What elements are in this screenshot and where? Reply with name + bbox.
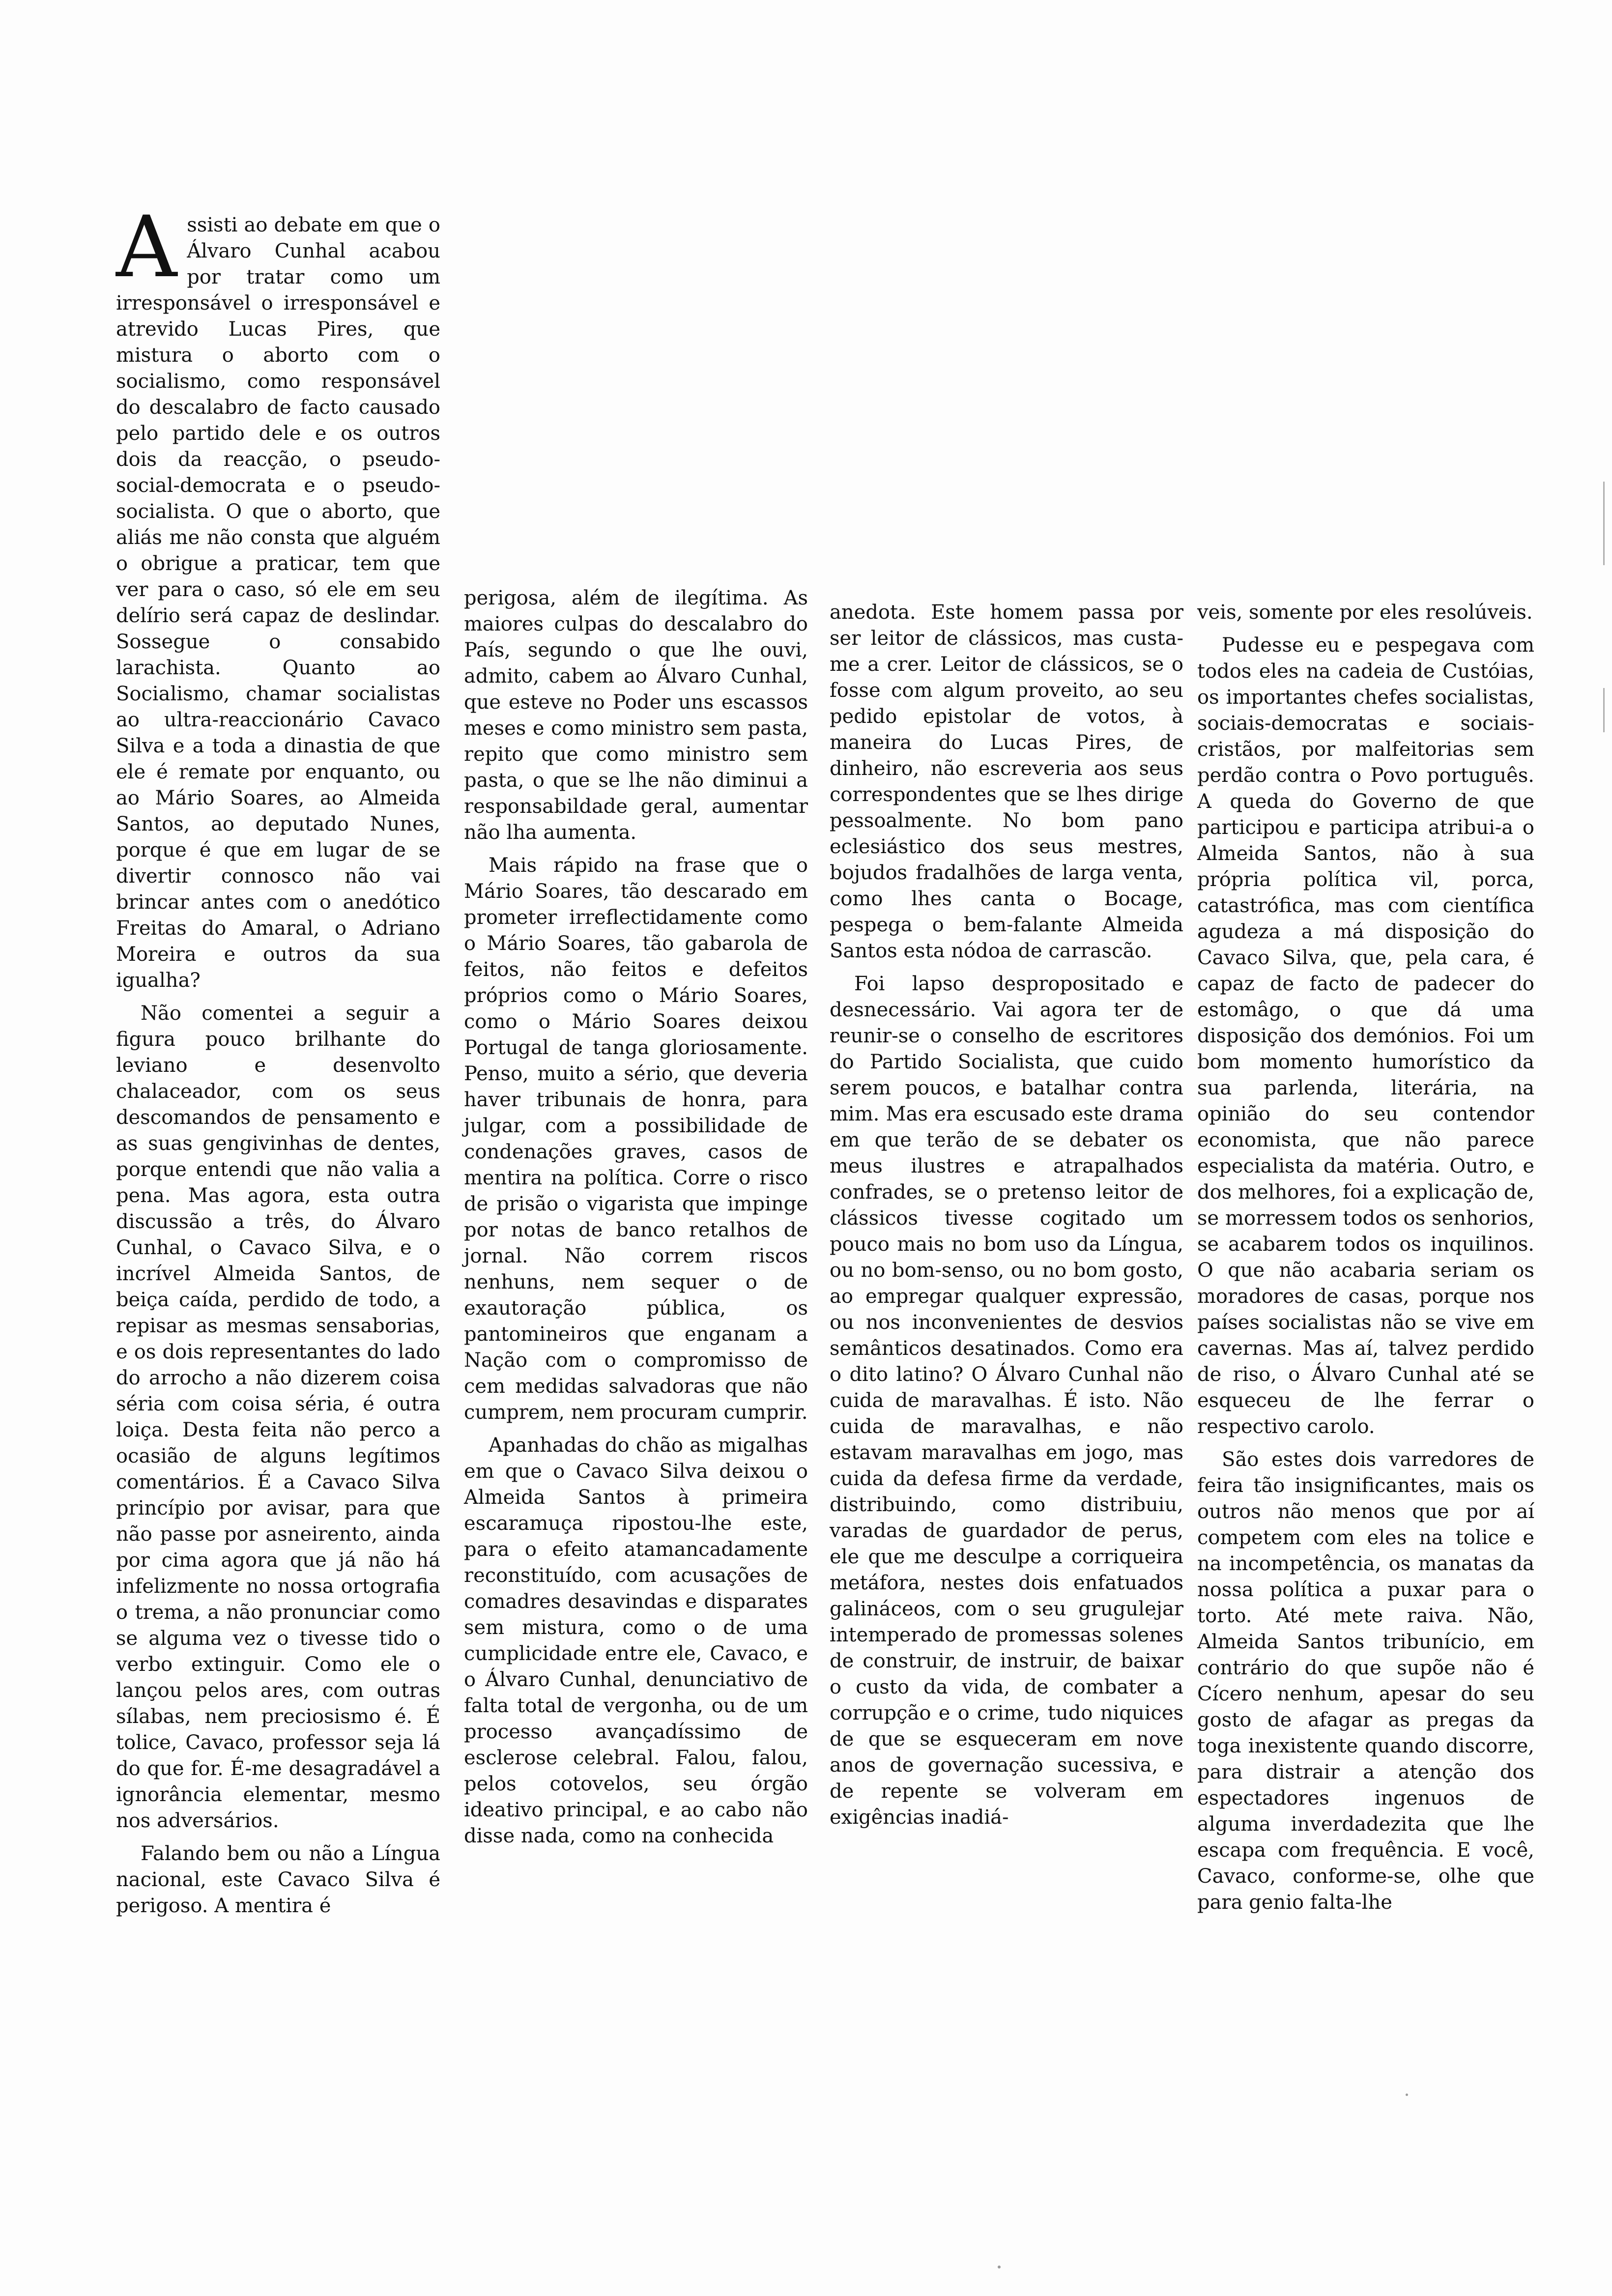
paragraph: São estes dois varredores de feira tão insignificantes, mais os outros não menos que por aí competem com eles na tolice e na incompetência, os manatas da nossa política a puxar para o torto. Até mete raiva. Não, Almeida Santos tribunício, em contrário do que supõe não é Cícero nenhum, apesar do seu gosto de afagar as pregas da toga inexistente quando discorre, para distrair a atenção dos espectadores ingenuos de alguma inverdadezita que lhe escapa com frequência. E você, Cavaco, conforme-se, olhe que para genio falta-lhe xyxy=(1197,1448,1534,1914)
paragraph xyxy=(116,198,440,994)
paragraph: Falando bem ou não a Língua nacional, este Cavaco Silva é perigoso. A mentira é xyxy=(116,1842,440,1917)
column-3 xyxy=(830,600,1183,1837)
paragraph-text: ssisti ao debate em que o Álvaro Cunhal acabou por tratar como um irresponsável o irresponsável e atrevido Lucas Pires, que mistura o aborto com o socialismo, como responsável do descalabro de facto causado pelo partido dele e os outros dois da reacção, o pseudo-social-democrata e o pseudo-socialista. O que o aborto, que aliás me não consta que alguém o obrigue a praticar, tem que ver para o caso, só ele em seu delírio será capaz de deslindar. Sossegue o consabido larachista. Quanto ao Socialismo, chamar socialistas ao ultra-reaccionário Cavaco Silva e a toda a dinastia de que ele é remate por enquanto, ou ao Mário Soares, ao Almeida Santos, ao deputado Nunes, porque é que em lugar de se divertir connosco não vai brincar antes com o anedótico Freitas do Amaral, o Adriano Moreira e outros da sua igualha? xyxy=(116,214,440,992)
paragraph: perigosa, além de ilegítima. As maiores culpas do descalabro do País, segundo o que lhe ouvi, admito, cabem ao Álvaro Cunhal, que esteve no Poder uns escassos meses e como ministro sem pasta, repito que como ministro sem pasta, o que se lhe não diminui a responsabildade geral, aumentar não lha aumenta. xyxy=(464,587,808,844)
paragraph: veis, somente por eles resolúveis. xyxy=(1197,601,1533,624)
column-2 xyxy=(464,585,808,1856)
drop-cap: A xyxy=(116,198,177,296)
scan-speck xyxy=(998,2266,1001,2268)
scan-edge-mark xyxy=(1603,482,1605,565)
column-1 xyxy=(116,198,440,1926)
column-4 xyxy=(1197,600,1534,1923)
paragraph: Apanhadas do chão as migalhas em que o Cavaco Silva deixou o Almeida Santos à primeira escaramuça ripostou-lhe este, para o efeito atamancadamente reconstituído, com acusações de comadres desavindas e disparates sem mistura, como o de uma cumplicidade entre ele, Cavaco, e o Álvaro Cunhal, denunciativo de falta total de vergonha, ou de um processo avançadíssimo de esclerose celebral. Falou, falou, pelos cotovelos, seu órgão ideativo principal, e ao cabo não disse nada, como na conhecida xyxy=(464,1434,808,1847)
scan-edge-mark xyxy=(1603,688,1605,732)
paragraph: Mais rápido na frase que o Mário Soares, tão descarado em prometer irreflectidamente como o Mário Soares, tão gabarola de feitos, não feitos e defeitos próprios como o Mário Soares, como o Mário Soares deixou Portugal de tanga gloriosamente. Penso, muito a sério, que deveria haver tribunais de honra, para julgar, com a possibilidade de condenações graves, casos de mentira na política. Corre o risco de prisão o vigarista que impinge por notas de banco retalhos de jornal. Não correm riscos nenhuns, nem sequer o de exautoração pública, os pantomineiros que enganam a Nação com o compromisso de cem medidas salvadoras que não cumprem, nem procuram cumprir. xyxy=(464,854,808,1424)
paragraph: anedota. Este homem passa por ser leitor de clássicos, mas custa-me a crer. Leitor de clássicos, se o fosse com algum proveito, ao seu pedido epistolar de votos, à maneira do Lucas Pires, de dinheiro, não escreveria aos seus correspondentes que se lhes dirige pessoalmente. No bom pano eclesiástico dos seus mestres, bojudos fradalhões de larga venta, como lhes canta o Bocage, pespega o bem-falante Almeida Santos esta nódoa de carrascão. xyxy=(830,601,1183,962)
paragraph: Não comentei a seguir a figura pouco brilhante do leviano e desenvolto chalaceador, com os seus descomandos de pensamento e as suas gengivinhas de dentes, porque entendi que não valia a pena. Mas agora, esta outra discussão a três, do Álvaro Cunhal, o Cavaco Silva, e o incrível Almeida Santos, de beiça caída, perdido de todo, a repisar as mesmas sensaborias, e os dois representantes do lado do arrocho a não dizerem coisa séria com coisa séria, é outra loiça. Desta feita não perco a ocasião de alguns legítimos comentários. É a Cavaco Silva princípio por avisar, para que não passe por asneirento, ainda por cima agora que já não há infelizmente no nossa ortografia o trema, a não pronunciar como se alguma vez o tivesse tido o verbo extinguir. Como ele o lançou pelos ares, com outras sílabas, nem preciosismo é. É tolice, Cavaco, professor seja lá do que for. É-me desagradável a ignorância elementar, mesmo nos adversários. xyxy=(116,1002,440,1832)
paragraph: Foi lapso despropositado e desnecessário. Vai agora ter de reunir-se o conselho de escritores do Partido Socialista, que cuido serem poucos, e batalhar contra mim. Mas era escusado este drama em que terão de se debater os meus ilustres e atrapalhados confrades, se o pretenso leitor de clássicos tivesse cogitado um pouco mais no bom uso da Língua, ou no bom-senso, ou no bom gosto, ao empregar qualquer expressão, ou nos inconvenientes de desvios semânticos desatinados. Como era o dito latino? O Álvaro Cunhal não cuida de maravalhas. É isto. Não cuida de maravalhas, e não estavam maravalhas em jogo, mas cuida da defesa firme da verdade, distribuindo, como distribuiu, varadas de guardador de perus, ele que me desculpe a corriqueira metáfora, nestes dois enfatuados galináceos, com o seu grugulejar intemperado de promessas solenes de construir, de instruir, de baixar o custo da vida, de combater a corrupção e o crime, tudo niquices de que se esqueceram em nove anos de governação sucessiva, e de repente se volveram em exigências inadiá- xyxy=(830,973,1183,1829)
paragraph: Pudesse eu e pespegava com todos eles na cadeia de Custóias, os importantes chefes socialistas, sociais-democratas e sociais-cristãos, por malfeitorias sem perdão contra o Povo português. A queda do Governo de que participou e participa atribui-a o Almeida Santos, não à sua própria política vil, porca, catastrófica, mas com científica agudeza a má disposição do Cavaco Silva, que, pela cara, é capaz de facto de padecer do estomâgo, o que dá uma disposição dos demónios. Foi um bom momento humorístico da sua parlenda, literária, na opinião do seu contendor economista, que não parece especialista da matéria. Outro, e dos melhores, foi a explicação de, se morressem todos os senhorios, se acabarem todos os inquilinos. O que não acabaria seriam os moradores de casas, porque nos países socialistas não se vive em cavernas. Mas aí, talvez perdido de riso, o Álvaro Cunhal até se esqueceu de lhe ferrar o respectivo carolo. xyxy=(1197,634,1534,1438)
scan-speck xyxy=(1406,2094,1408,2096)
